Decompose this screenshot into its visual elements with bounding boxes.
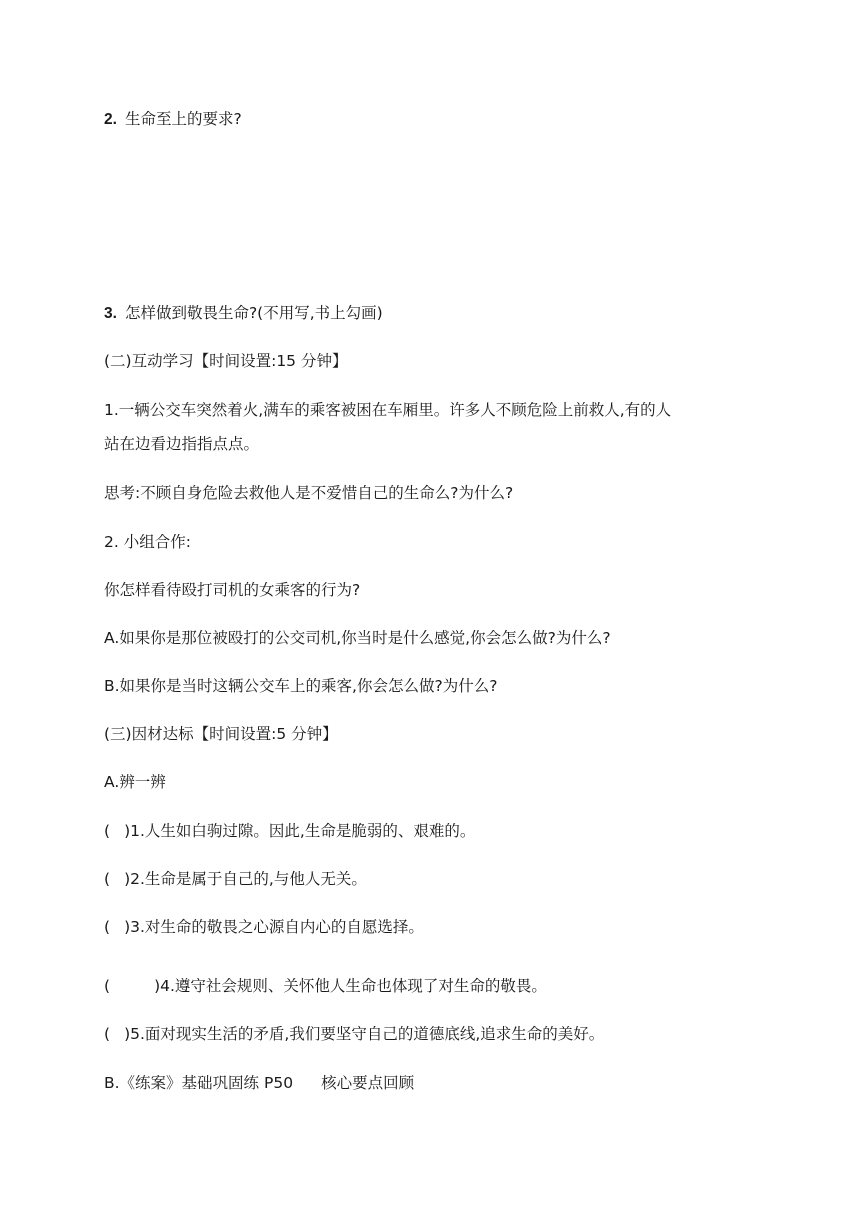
judgment-4-close: ) — [154, 977, 161, 995]
judgment-1 — [104, 820, 475, 842]
question-3-text: 怎样做到敬畏生命?(不用写,书上勾画) — [124, 304, 383, 322]
judgment-2-close: ) — [124, 870, 131, 888]
item-1-line-2: 站在边看边指指点点。 — [104, 435, 260, 453]
judgment-4 — [104, 975, 547, 997]
judgment-2-text: 2.生命是属于自己的,与他人无关。 — [130, 870, 367, 888]
judgment-2-open: ( — [104, 870, 111, 888]
part-b-text: B.《练案》基础巩固练 P50 — [104, 1074, 294, 1092]
judgment-5 — [104, 1023, 604, 1045]
judgment-2 — [104, 868, 367, 890]
judgment-5-text: 5.面对现实生活的矛盾,我们要坚守自己的道德底线,追求生命的美好。 — [130, 1025, 605, 1043]
item-2 — [104, 531, 191, 553]
section-3-heading: (三)因材达标【时间设置:5 分钟】 — [104, 725, 338, 743]
judgment-5-open: ( — [104, 1025, 111, 1043]
item-2-text: 小组合作: — [123, 533, 191, 551]
judgment-3 — [104, 916, 424, 938]
question-2-number: 2. — [104, 111, 117, 128]
question-3-number: 3. — [104, 305, 117, 322]
judgment-1-close: ) — [124, 822, 131, 840]
judgment-1-text: 1.人生如白驹过隙。因此,生命是脆弱的、艰难的。 — [130, 822, 476, 840]
judgment-1-open: ( — [104, 822, 111, 840]
judgment-5-close: ) — [124, 1025, 131, 1043]
section-2-heading: (二)互动学习【时间设置:15 分钟】 — [104, 352, 348, 370]
judgment-3-open: ( — [104, 918, 111, 936]
part-b-tail: 核心要点回顾 — [321, 1074, 415, 1092]
part-b-line — [104, 1072, 414, 1094]
part-a-heading: A.辨一辨 — [104, 773, 166, 791]
judgment-4-open: ( — [104, 977, 111, 995]
think-question: 思考:不顾自身危险去救他人是不爱惜自己的生命么?为什么? — [104, 484, 514, 502]
item-2-number: 2. — [104, 533, 119, 551]
judgment-3-text: 3.对生命的敬畏之心源自内心的自愿选择。 — [130, 918, 424, 936]
judgment-3-close: ) — [124, 918, 131, 936]
group-question: 你怎样看待殴打司机的女乘客的行为? — [104, 581, 361, 599]
option-b: B.如果你是当时这辆公交车上的乘客,你会怎么做?为什么? — [104, 677, 498, 695]
option-a: A.如果你是那位被殴打的公交司机,你当时是什么感觉,你会怎么做?为什么? — [104, 629, 611, 647]
question-2 — [104, 108, 242, 131]
item-1-line-1: 1.一辆公交车突然着火,满车的乘客被困在车厢里。许多人不顾危险上前救人,有的人 — [104, 401, 672, 419]
judgment-4-text: 4.遵守社会规则、关怀他人生命也体现了对生命的敬畏。 — [160, 977, 547, 995]
question-3 — [104, 302, 383, 325]
question-2-text: 生命至上的要求? — [124, 110, 242, 128]
